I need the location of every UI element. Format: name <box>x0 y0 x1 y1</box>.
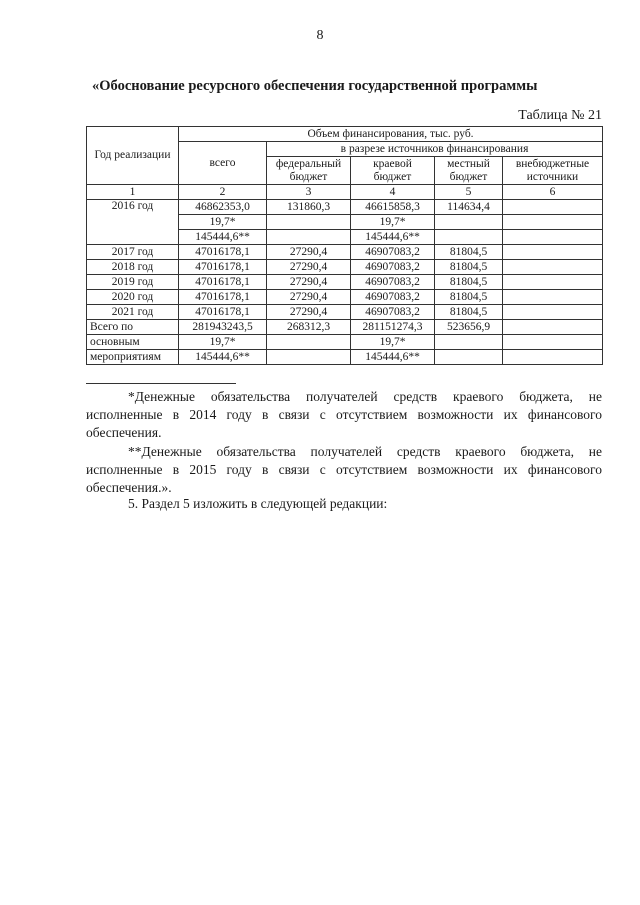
cell-regional: 46907083,2 <box>351 275 435 290</box>
header-federal: федеральный бюджет <box>267 157 351 185</box>
cell-federal: 268312,3 <box>267 320 351 335</box>
cell-regional: 19,7* <box>351 335 435 350</box>
table-row <box>87 305 603 320</box>
row-year: 2017 год <box>87 245 179 260</box>
footnote-1: *Денежные обязательства получателей средств краевого бюджета, не исполненные в 2014 году в связи с отсутствием возможности их финансового обеспечения. <box>86 389 602 440</box>
cell-federal: 131860,3 <box>267 200 351 215</box>
cell-local <box>435 230 503 245</box>
row-year: 2016 год <box>87 200 179 245</box>
cell-federal <box>267 215 351 230</box>
header-local: местный бюджет <box>435 157 503 185</box>
col-number: 5 <box>435 185 503 200</box>
cell-extra <box>503 200 603 215</box>
cell-regional: 46615858,3 <box>351 200 435 215</box>
table-row <box>87 290 603 305</box>
cell-federal <box>267 350 351 365</box>
cell-extra <box>503 275 603 290</box>
footnote-divider <box>86 383 236 384</box>
table-row <box>87 335 603 350</box>
cell-local: 81804,5 <box>435 260 503 275</box>
cell-total: 281943243,5 <box>179 320 267 335</box>
table-row <box>87 320 603 335</box>
cell-local: 81804,5 <box>435 290 503 305</box>
cell-federal: 27290,4 <box>267 275 351 290</box>
cell-extra <box>503 335 603 350</box>
cell-extra <box>503 245 603 260</box>
cell-federal: 27290,4 <box>267 290 351 305</box>
cell-regional: 145444,6** <box>351 230 435 245</box>
cell-total: 47016178,1 <box>179 260 267 275</box>
financing-table <box>86 126 603 365</box>
col-number: 3 <box>267 185 351 200</box>
total-label-line: основным <box>87 335 179 350</box>
cell-regional: 46907083,2 <box>351 260 435 275</box>
cell-federal <box>267 335 351 350</box>
page-number: 8 <box>316 28 324 43</box>
footnote-2: **Денежные обязательства получателей средств краевого бюджета, не исполненные в 2015 году в связи с отсутствием возможности их финансового обеспечения.». <box>86 444 602 495</box>
row-year: 2018 год <box>87 260 179 275</box>
header-regional: краевой бюджет <box>351 157 435 185</box>
cell-regional: 46907083,2 <box>351 290 435 305</box>
header-extra: внебюджетные источники <box>503 157 603 185</box>
col-number: 2 <box>179 185 267 200</box>
cell-total: 145444,6** <box>179 350 267 365</box>
column-numbers-row <box>87 185 603 200</box>
total-label-line: Всего по <box>87 320 179 335</box>
cell-extra <box>503 350 603 365</box>
cell-local: 81804,5 <box>435 305 503 320</box>
cell-local <box>435 215 503 230</box>
cell-extra <box>503 260 603 275</box>
cell-federal <box>267 230 351 245</box>
cell-extra <box>503 290 603 305</box>
cell-regional: 281151274,3 <box>351 320 435 335</box>
table-row <box>87 275 603 290</box>
table-label: Таблица № 21 <box>518 108 602 123</box>
header-total: всего <box>179 142 267 185</box>
total-label-line: мероприятиям <box>87 350 179 365</box>
header-by-sources: в разрезе источников финансирования <box>267 142 603 157</box>
cell-local: 114634,4 <box>435 200 503 215</box>
cell-local <box>435 335 503 350</box>
cell-total: 145444,6** <box>179 230 267 245</box>
cell-total: 19,7* <box>179 335 267 350</box>
cell-total: 47016178,1 <box>179 290 267 305</box>
cell-extra <box>503 320 603 335</box>
cell-regional: 19,7* <box>351 215 435 230</box>
cell-federal: 27290,4 <box>267 305 351 320</box>
cell-local: 523656,9 <box>435 320 503 335</box>
cell-regional: 46907083,2 <box>351 305 435 320</box>
cell-local: 81804,5 <box>435 245 503 260</box>
col-number: 6 <box>503 185 603 200</box>
cell-extra <box>503 305 603 320</box>
table-row <box>87 350 603 365</box>
cell-federal: 27290,4 <box>267 260 351 275</box>
cell-local: 81804,5 <box>435 275 503 290</box>
cell-regional: 46907083,2 <box>351 245 435 260</box>
table-row <box>87 200 603 215</box>
document-title: «Обоснование ресурсного обеспечения государственной программы <box>92 78 538 94</box>
cell-total: 47016178,1 <box>179 305 267 320</box>
table-row <box>87 245 603 260</box>
cell-total: 19,7* <box>179 215 267 230</box>
cell-extra <box>503 230 603 245</box>
col-number: 4 <box>351 185 435 200</box>
col-number: 1 <box>87 185 179 200</box>
header-year: Год реализации <box>87 127 179 185</box>
cell-total: 47016178,1 <box>179 245 267 260</box>
row-year: 2020 год <box>87 290 179 305</box>
header-volume: Объем финансирования, тыс. руб. <box>179 127 603 142</box>
row-year: 2021 год <box>87 305 179 320</box>
cell-federal: 27290,4 <box>267 245 351 260</box>
row-year: 2019 год <box>87 275 179 290</box>
cell-total: 46862353,0 <box>179 200 267 215</box>
cell-total: 47016178,1 <box>179 275 267 290</box>
table-row <box>87 260 603 275</box>
cell-extra <box>503 215 603 230</box>
cell-local <box>435 350 503 365</box>
cell-regional: 145444,6** <box>351 350 435 365</box>
paragraph-5: 5. Раздел 5 изложить в следующей редакции: <box>128 496 388 511</box>
